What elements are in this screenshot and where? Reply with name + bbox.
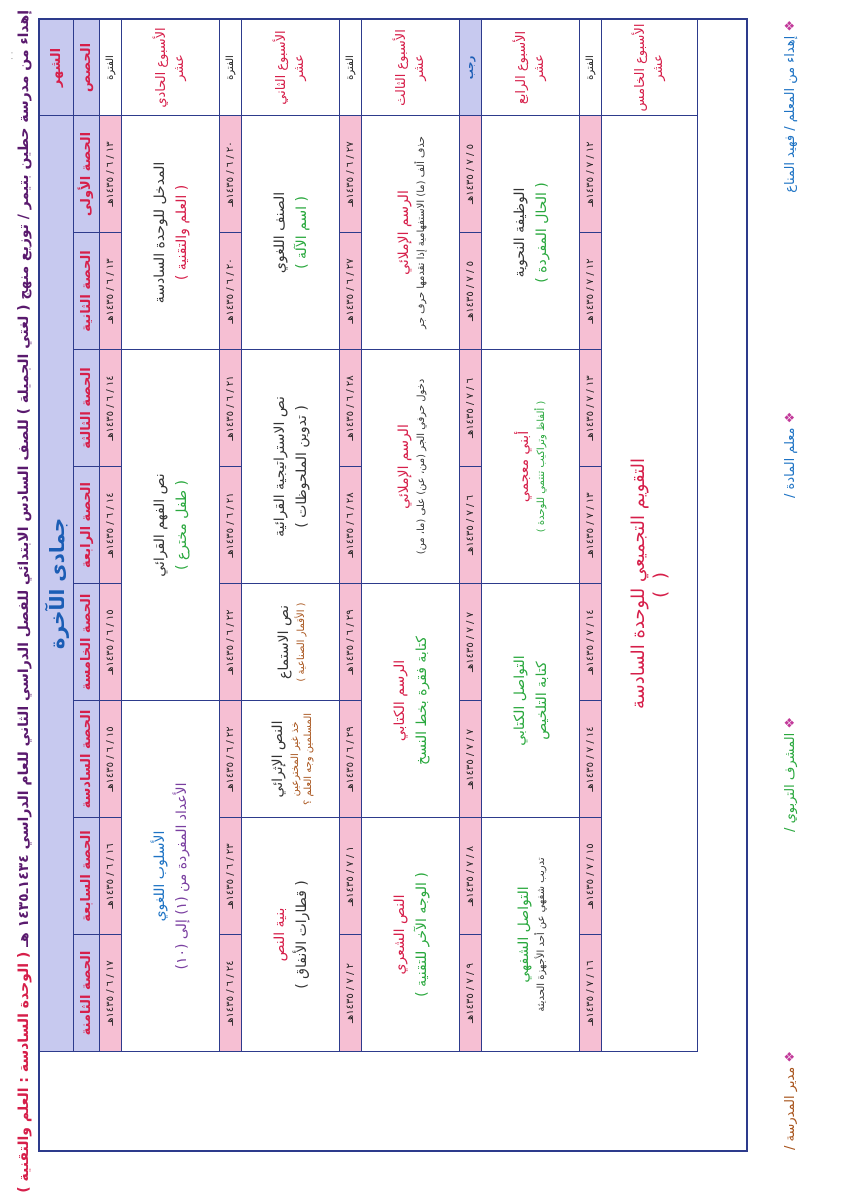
lesson-title: التواصل الكتابي xyxy=(511,655,528,746)
date-cell: ٢٢ / ٦ / ١٤٣٥هـ xyxy=(220,584,242,701)
month-label-1: جمادى الآخرة xyxy=(40,116,74,1052)
week-label: الأسبوع الثالث عشر xyxy=(362,20,460,116)
lesson-title: بنية النص xyxy=(271,907,288,962)
lesson-cell xyxy=(122,116,220,350)
lesson-subtitle: تدريب شفهي عن أحد الأجهزة الحديثة xyxy=(536,857,547,1012)
period-header: الحصة السادسة xyxy=(74,701,100,818)
header-lessons: الحصص xyxy=(74,20,100,116)
lesson-title: أبني معجمي xyxy=(516,430,532,503)
principal-text: مدير المدرسة / xyxy=(782,1066,798,1150)
date-cell: ٢٣ / ٦ / ١٤٣٥هـ xyxy=(220,818,242,935)
lesson-cell xyxy=(482,584,580,818)
period-header: الحصة الثامنة xyxy=(74,935,100,1052)
date-cell: ٦ / ٧ / ١٤٣٥هـ xyxy=(460,350,482,467)
lesson-subtitle: حذف ألف (ما) الاستفهامية إذا تقدمها حرف جر xyxy=(416,136,427,329)
date-cell: ١٥ / ٧ / ١٤٣٥هـ xyxy=(580,818,602,935)
date-cell: ٢٤ / ٦ / ١٤٣٥هـ xyxy=(220,935,242,1052)
date-cell: ٢٢ / ٦ / ١٤٣٥هـ xyxy=(220,701,242,818)
star-icon: ❖ xyxy=(782,716,798,733)
lesson-subtitle: ( اسم الآلة ) xyxy=(293,196,310,269)
lesson-subtitle: ( ) xyxy=(649,569,671,598)
lesson-title: الصنف اللغوي xyxy=(271,191,288,274)
lesson-subtitle: الأعداد المفردة من (١) إلى (١٠) xyxy=(173,782,190,970)
date-cell: ١٣ / ٧ / ١٤٣٥هـ xyxy=(580,467,602,584)
date-cell: ١٢ / ٧ / ١٤٣٥هـ xyxy=(580,233,602,350)
lesson-title: الرسم الكتابي xyxy=(391,659,408,742)
date-cell: ٥ / ٧ / ١٤٣٥هـ xyxy=(460,116,482,233)
lesson-cell xyxy=(602,116,698,1052)
period-label: الفترة xyxy=(220,20,242,116)
date-cell: ١٣ / ٦ / ١٤٣٥هـ xyxy=(100,233,122,350)
date-cell: ٢٨ / ٦ / ١٤٣٥هـ xyxy=(340,350,362,467)
date-cell: ١٤ / ٦ / ١٤٣٥هـ xyxy=(100,350,122,467)
date-cell: ١٥ / ٦ / ١٤٣٥هـ xyxy=(100,584,122,701)
title-main: توزيع منهج ( لغتي الجميلة ) للصف السادس الابتدائي للفصل الدراسي الثاني للعام الدراسي ١٤٣٤ـ١٤٣٥ هـ xyxy=(16,224,32,947)
period-label: الفترة xyxy=(580,20,602,116)
footer-gift-teacher xyxy=(783,20,798,193)
date-cell: ٢١ / ٦ / ١٤٣٥هـ xyxy=(220,467,242,584)
subject-teacher-text: معلم المادة / xyxy=(782,427,798,498)
date-cell: ١ / ٧ / ١٤٣٥هـ xyxy=(340,818,362,935)
lesson-subtitle: ( الأقمار الصناعية ) xyxy=(296,602,307,682)
date-cell: ٧ / ٧ / ١٤٣٥هـ xyxy=(460,701,482,818)
lesson-title: الأسلوب اللغوي xyxy=(151,830,168,922)
week-label: الأسبوع الرابع عشر xyxy=(482,20,580,116)
lesson-subtitle: ( تدوين الملحوظات ) xyxy=(293,405,310,528)
lesson-cell xyxy=(362,584,460,818)
date-cell: ٢٨ / ٦ / ١٤٣٥هـ xyxy=(340,467,362,584)
lesson-cell xyxy=(122,350,220,701)
lesson-title: الرسم الإملائي xyxy=(396,424,412,509)
lesson-subtitle: خذ غير المخترعين المسلمين وجه العلم ؟ xyxy=(289,712,314,806)
lesson-subtitle: ( طفل مخترع ) xyxy=(173,480,190,570)
date-cell: ٢٧ / ٦ / ١٤٣٥هـ xyxy=(340,116,362,233)
date-cell: ٦ / ٧ / ١٤٣٥هـ xyxy=(460,467,482,584)
week-label: الأسبوع الخامس عشر xyxy=(602,20,698,116)
week-label: الأسبوع الثاني عشر xyxy=(242,20,340,116)
lesson-cell xyxy=(362,116,460,350)
date-cell: ٨ / ٧ / ١٤٣٥هـ xyxy=(460,818,482,935)
date-cell: ٢٠ / ٦ / ١٤٣٥هـ xyxy=(220,116,242,233)
header-month: الشهر xyxy=(40,20,74,116)
lesson-cell xyxy=(362,350,460,584)
lesson-title: النص الإثرائي xyxy=(269,720,286,798)
date-cell: ١٤ / ٧ / ١٤٣٥هـ xyxy=(580,584,602,701)
lesson-title: التقويم التجميعي للوحدة السادسة xyxy=(627,457,649,710)
date-cell: ١٦ / ٧ / ١٤٣٥هـ xyxy=(580,935,602,1052)
footer-supervisor xyxy=(783,717,798,832)
supervisor-text: المشرف التربوي / xyxy=(782,732,798,832)
lesson-subtitle: ( ألفاظ وتراكيب تنتمي للوحدة ) xyxy=(536,400,547,533)
lesson-title: الرسم الإملائي xyxy=(396,190,412,275)
date-cell: ٢٠ / ٦ / ١٤٣٥هـ xyxy=(220,233,242,350)
date-cell: ٧ / ٧ / ١٤٣٥هـ xyxy=(460,584,482,701)
lesson-subtitle: ( الوجه الآخر للتقنية ) xyxy=(413,872,430,997)
period-header: الحصة الأولى xyxy=(74,116,100,233)
footer-principal xyxy=(783,1051,798,1150)
period-header: الحصة الثانية xyxy=(74,233,100,350)
lesson-subtitle: ( العلم والتقنية ) xyxy=(173,184,190,281)
title-gift: إهداء من مدرسة حطين بتيمر / xyxy=(16,10,32,220)
star-icon: ❖ xyxy=(782,20,798,36)
month-label-2: رجب xyxy=(460,20,482,116)
period-label: الفترة xyxy=(100,20,122,116)
lesson-cell xyxy=(482,116,580,350)
star-icon: ❖ xyxy=(782,1050,798,1067)
lesson-title: المدخل للوحدة السادسة xyxy=(151,161,168,304)
date-cell: ٢٩ / ٦ / ١٤٣٥هـ xyxy=(340,584,362,701)
date-cell: ٢١ / ٦ / ١٤٣٥هـ xyxy=(220,350,242,467)
date-cell: ٩ / ٧ / ١٤٣٥هـ xyxy=(460,935,482,1052)
lesson-cell xyxy=(242,701,340,818)
lesson-subtitle: كتابة فقرة بخط النسخ xyxy=(413,636,430,765)
date-cell: ١٦ / ٦ / ١٤٣٥هـ xyxy=(100,818,122,935)
title-unit: ( الوحدة السادسة : العلم والتقنية ) xyxy=(16,951,32,1193)
lesson-title: نص الفهم القرائي xyxy=(151,473,168,577)
date-cell: ١٤ / ٦ / ١٤٣٥هـ xyxy=(100,467,122,584)
date-cell: ١٢ / ٧ / ١٤٣٥هـ xyxy=(580,116,602,233)
corner-mark: · · xyxy=(8,51,18,60)
lesson-subtitle: دخول حرفي الجر (من، عن) على (ما، من) xyxy=(416,378,427,555)
date-cell: ٢ / ٧ / ١٤٣٥هـ xyxy=(340,935,362,1052)
lesson-title: نص الاستراتيجية القرائية xyxy=(271,396,288,537)
lesson-subtitle: كتابة التلخيص xyxy=(533,661,550,740)
lesson-cell xyxy=(242,584,340,701)
lesson-title: نص الاستماع xyxy=(276,604,292,680)
lesson-cell xyxy=(482,818,580,1052)
lesson-title: التواصل الشفهي xyxy=(516,886,532,983)
date-cell: ٥ / ٧ / ١٤٣٥هـ xyxy=(460,233,482,350)
date-cell: ١٣ / ٦ / ١٤٣٥هـ xyxy=(100,116,122,233)
star-icon: ❖ xyxy=(782,411,798,428)
lesson-cell xyxy=(482,350,580,584)
lesson-title: النص الشعري xyxy=(391,894,408,975)
lesson-cell xyxy=(362,818,460,1052)
period-header: الحصة الثالثة xyxy=(74,350,100,467)
lesson-cell xyxy=(242,818,340,1052)
date-cell: ١٧ / ٦ / ١٤٣٥هـ xyxy=(100,935,122,1052)
footer-subject-teacher xyxy=(783,412,798,498)
date-cell: ٢٩ / ٦ / ١٤٣٥هـ xyxy=(340,701,362,818)
date-cell: ١٥ / ٦ / ١٤٣٥هـ xyxy=(100,701,122,818)
page-title xyxy=(8,10,40,1193)
date-cell: ١٣ / ٧ / ١٤٣٥هـ xyxy=(580,350,602,467)
period-header: الحصة الخامسة xyxy=(74,584,100,701)
week-label: الأسبوع الحادي عشر xyxy=(122,20,220,116)
date-cell: ١٤ / ٧ / ١٤٣٥هـ xyxy=(580,701,602,818)
schedule-table xyxy=(38,18,748,1152)
gift-teacher-text: إهداء من المعلم / فهيد المناع xyxy=(782,35,798,193)
lesson-cell xyxy=(122,701,220,1052)
period-header: الحصة الرابعة xyxy=(74,467,100,584)
period-label: الفترة xyxy=(340,20,362,116)
lesson-title: الوظيفة النحوية xyxy=(511,187,528,278)
lesson-subtitle: ( قطارات الأنفاق ) xyxy=(293,880,310,989)
lesson-cell xyxy=(242,350,340,584)
lesson-cell xyxy=(242,116,340,350)
date-cell: ٢٧ / ٦ / ١٤٣٥هـ xyxy=(340,233,362,350)
footer-signatures xyxy=(770,20,810,1150)
period-header: الحصة السابعة xyxy=(74,818,100,935)
lesson-subtitle: ( الحال المفردة ) xyxy=(533,182,550,283)
